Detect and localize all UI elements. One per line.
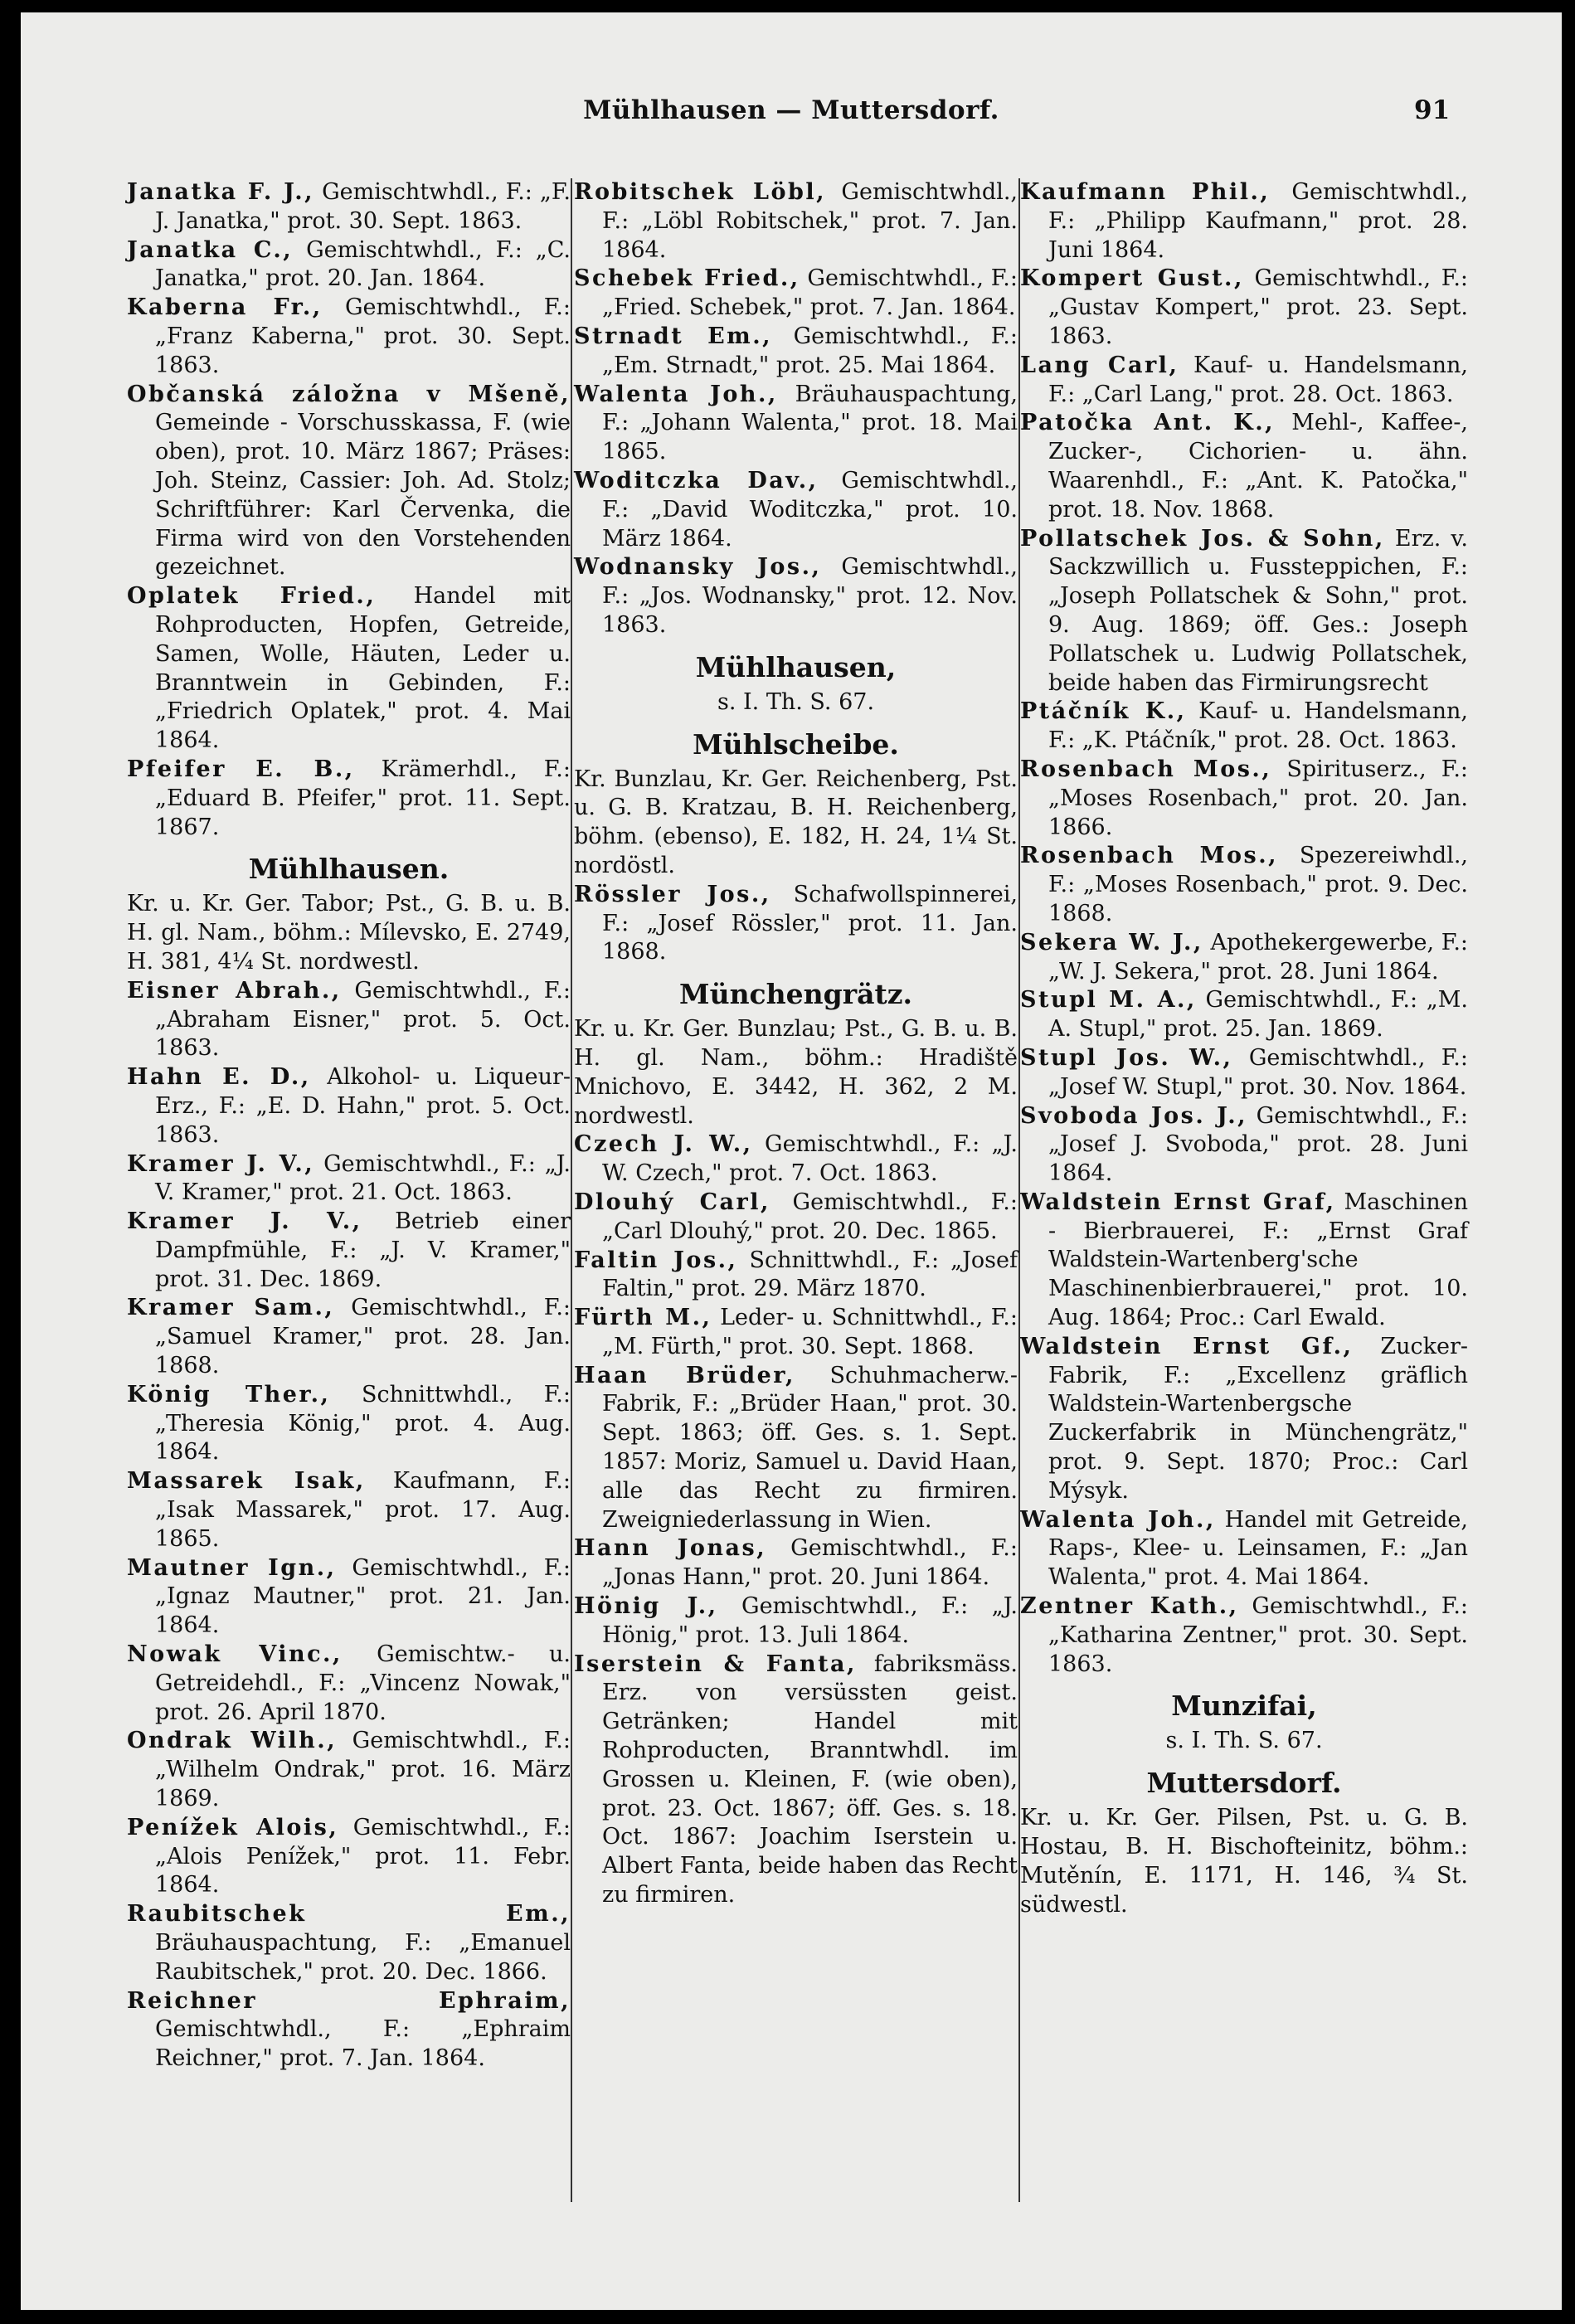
directory-entry — [574, 381, 1018, 467]
entry-name: Rosenbach Mos., — [1020, 843, 1279, 869]
entry-name: Občanská záložna v Mšeně, — [127, 381, 571, 407]
directory-entry — [127, 977, 571, 1063]
entry-name: Czech J. W., — [574, 1131, 753, 1158]
entry-text: Kauf- u. Handelsmann, F.: „Carl Lang," prot. 28. Oct. 1863. — [1048, 352, 1468, 407]
entry-name: Waldstein Ernst Graf, — [1020, 1189, 1336, 1215]
entry-text: Gemischtw.- u. Getreidehdl., F.: „Vincenz Nowak," prot. 26. April 1870. — [155, 1641, 571, 1725]
entry-name: Rössler Jos., — [574, 881, 771, 907]
entry-text: Gemischtwhdl., F.: „Ignaz Mautner," prot. 21. Jan. 1864. — [155, 1554, 571, 1639]
place-heading: Mühlscheibe. — [693, 727, 899, 761]
entry-text: Gemischtwhdl., F.: „Philipp Kaufmann," prot. 28. Juni 1864. — [1048, 179, 1468, 263]
place-heading: Mühlhausen. — [248, 853, 450, 886]
entry-name: Wodnansky Jos., — [574, 554, 822, 581]
directory-entry — [127, 1063, 571, 1150]
entry-name: Kaufmann Phil., — [1020, 179, 1271, 205]
entry-text: Gemischtwhdl., F.: „Ephraim Reichner," prot. 7. Jan. 1864. — [155, 2016, 571, 2072]
place-description: Kr. Bunzlau, Kr. Ger. Reichenberg, Pst. u. G. B. Kratzau, B. H. Reichenberg, böhm. (ebenso), E. 182, H. 24, 1¼ St. nordöstl. — [574, 766, 1018, 878]
entry-text: Gemischtwhdl., F.: „J. Hönig," prot. 13. Juli 1864. — [602, 1593, 1018, 1648]
entry-name: Walenta Joh., — [1020, 1506, 1216, 1533]
entry-text: Handel mit Rohproducten, Hopfen, Getreide, Samen, Wolle, Häuten, Leder u. Branntwein in Gebinden, F.: „Friedrich Oplatek," prot. 4. Mai 1864. — [155, 583, 571, 754]
directory-entry — [574, 881, 1018, 967]
entry-name: Massarek Isak, — [127, 1468, 366, 1495]
directory-entry — [1020, 525, 1468, 698]
entry-text: Gemischtwhdl., F.: „Josef W. Stupl," prot. 30. Nov. 1864. — [1048, 1044, 1468, 1100]
directory-entry — [574, 1247, 1018, 1305]
entry-text: Gemischtwhdl., F.: „Em. Strnadt," prot. 25. Mai 1864. — [602, 323, 1018, 378]
directory-entry — [1020, 842, 1468, 928]
entry-name: Janatka C., — [127, 236, 294, 263]
directory-entry — [127, 294, 571, 380]
entry-text: Kaufmann, F.: „Isak Massarek," prot. 17. Aug. 1865. — [155, 1468, 571, 1552]
entry-name: Ptáčník K., — [1020, 698, 1187, 725]
entry-name: Hann Jonas, — [574, 1535, 767, 1562]
entry-text: Schnittwhdl., F.: „Josef Faltin," prot. 29. März 1870. — [602, 1247, 1018, 1302]
directory-entry — [127, 1294, 571, 1380]
column-3 — [1020, 178, 1468, 1919]
entry-name: Sekera W. J., — [1020, 929, 1203, 955]
entry-name: Schebek Fried., — [574, 265, 800, 292]
entry-text: Gemischtwhdl., F.: „Jonas Hann," prot. 20. Juni 1864. — [602, 1535, 1018, 1591]
entry-text: Gemischtwhdl., F.: „Fried. Schebek," prot. 7. Jan. 1864. — [602, 265, 1018, 321]
column-2 — [574, 178, 1018, 1910]
entry-name: Hönig J., — [574, 1593, 718, 1620]
entry-text: Gemischtwhdl., F.: „Franz Kaberna," prot. 30. Sept. 1863. — [155, 294, 571, 378]
entry-name: Iserstein & Fanta, — [574, 1651, 857, 1677]
entry-name: Hahn E. D., — [127, 1064, 311, 1091]
entry-name: Oplatek Fried., — [127, 583, 377, 610]
entry-name: Svoboda Jos. J., — [1020, 1102, 1248, 1129]
entry-text: Krämerhdl., F.: „Eduard B. Pfeifer," prot. 11. Sept. 1867. — [155, 756, 571, 840]
place-reference: s. I. Th. S. 67. — [1165, 1728, 1323, 1754]
directory-entry — [127, 236, 571, 294]
entry-text: Schafwollspinnerei, F.: „Josef Rössler," prot. 11. Jan. 1868. — [602, 881, 1018, 965]
entry-text: Gemischtwhdl., F.: „Abraham Eisner," prot. 5. Oct. 1863. — [155, 977, 571, 1062]
directory-entry — [127, 381, 571, 583]
directory-entry — [1020, 1044, 1468, 1102]
entry-text: Gemischtwhdl., F.: „M. A. Stupl," prot. 25. Jan. 1869. — [1048, 987, 1468, 1043]
directory-entry — [574, 1362, 1018, 1535]
entry-name: Kramer J. V., — [127, 1150, 315, 1177]
entry-text: Schuhmacherw.-Fabrik, F.: „Brüder Haan," prot. 30. Sept. 1863; öff. Ges. s. 1. Sept. 1857: Moriz, Samuel u. David Haan, alle das Recht zu firmiren. Zweigniederlassung in Wien. — [602, 1362, 1018, 1533]
place-heading: Muttersdorf. — [1146, 1767, 1342, 1800]
entry-text: Erz. v. Sackzwillich u. Fussteppichen, F.: „Joseph Pollatschek & Sohn," prot. 9. Aug. 1869; öff. Ges.: Joseph Pollatschek u. Ludwig Pollatschek, beide haben das Firmirungsrecht — [1048, 525, 1468, 696]
entry-name: Walenta Joh., — [574, 381, 778, 407]
entry-text: Gemischtwhdl., F.: „David Woditczka," prot. 10. März 1864. — [602, 467, 1018, 552]
entry-text: Gemischtwhdl., F.: „Löbl Robitschek," prot. 7. Jan. 1864. — [602, 179, 1018, 263]
directory-entry — [127, 1467, 571, 1553]
entry-text: Gemischtwhdl., F.: „J. V. Kramer," prot. 21. Oct. 1863. — [155, 1150, 571, 1206]
directory-entry — [1020, 1333, 1468, 1506]
page-header-title: Mühlhausen — Muttersdorf. — [583, 95, 999, 125]
entry-name: Mautner Ign., — [127, 1554, 337, 1581]
place-reference: s. I. Th. S. 67. — [717, 688, 875, 715]
entry-text: Gemischtwhdl., F.: „F. J. Janatka," prot. 30. Sept. 1863. — [155, 179, 571, 234]
entry-name: Rosenbach Mos., — [1020, 756, 1272, 782]
entry-name: Kompert Gust., — [1020, 265, 1244, 292]
entry-name: Zentner Kath., — [1020, 1593, 1239, 1620]
directory-entry — [127, 1381, 571, 1467]
entry-text: Schnittwhdl., F.: „Theresia König," prot. 4. Aug. 1864. — [155, 1381, 571, 1466]
entry-name: Stupl M. A., — [1020, 987, 1197, 1014]
directory-entry — [574, 265, 1018, 323]
entry-name: Raubitschek Em., — [127, 1901, 571, 1928]
directory-entry — [127, 1641, 571, 1727]
directory-entry — [1020, 698, 1468, 756]
directory-entry — [127, 1727, 571, 1813]
entry-text: Bräuhauspachtung, F.: „Johann Walenta," prot. 18. Mai 1865. — [602, 381, 1018, 465]
entry-name: Robitschek Löbl, — [574, 179, 826, 205]
directory-entry — [1020, 178, 1468, 265]
directory-entry — [574, 178, 1018, 265]
entry-text: Apothekergewerbe, F.: „W. J. Sekera," prot. 28. Juni 1864. — [1048, 929, 1468, 985]
entry-name: Eisner Abrah., — [127, 977, 342, 1004]
entry-text: Gemischtwhdl., F.: „Samuel Kramer," prot. 28. Jan. 1868. — [155, 1295, 571, 1379]
place-description: Kr. u. Kr. Ger. Bunzlau; Pst., G. B. u. B. H. gl. Nam., böhm.: Hradiště Mnichovo, E. 3442, H. 362, 2 M. nordwestl. — [574, 1016, 1018, 1129]
entry-text: Gemischtwhdl., F.: „J. W. Czech," prot. 7. Oct. 1863. — [602, 1131, 1018, 1187]
place-heading: Munzifai, — [1171, 1690, 1317, 1723]
entry-text: Gemischtwhdl., F.: „Gustav Kompert," prot. 23. Sept. 1863. — [1048, 265, 1468, 349]
entry-name: Reichner Ephraim, — [127, 1987, 571, 2014]
entry-text: Gemischtwhdl., F.: „C. Janatka," prot. 20. Jan. 1864. — [155, 236, 571, 292]
entry-name: Penížek Alois, — [127, 1814, 339, 1840]
directory-entry — [127, 582, 571, 756]
entry-text: Kauf- u. Handelsmann, F.: „K. Ptáčník," prot. 28. Oct. 1863. — [1048, 698, 1468, 754]
place-heading: Mühlhausen, — [695, 650, 897, 683]
place-heading: Münchengrätz. — [679, 978, 912, 1011]
directory-entry — [574, 1534, 1018, 1592]
entry-name: Lang Carl, — [1020, 352, 1179, 378]
directory-entry — [127, 1987, 571, 2074]
directory-entry — [1020, 1102, 1468, 1189]
entry-name: Patočka Ant. K., — [1020, 410, 1276, 436]
directory-entry — [1020, 756, 1468, 842]
directory-entry — [574, 1651, 1018, 1910]
column-1 — [127, 178, 571, 2074]
entry-text: Gemischtwhdl., F.: „Wilhelm Ondrak," prot. 16. März 1869. — [155, 1728, 571, 1812]
entry-text: Gemischtwhdl., F.: „Katharina Zentner," prot. 30. Sept. 1863. — [1048, 1593, 1468, 1677]
entry-text: Gemischtwhdl., F.: „Carl Dlouhý," prot. 20. Dec. 1865. — [602, 1189, 1018, 1244]
directory-entry — [1020, 1592, 1468, 1679]
entry-text: Gemischtwhdl., F.: „Josef J. Svoboda," prot. 28. Juni 1864. — [1048, 1102, 1468, 1187]
directory-entry — [127, 1554, 571, 1641]
directory-entry — [1020, 352, 1468, 410]
entry-name: Janatka F. J., — [127, 179, 315, 205]
page — [21, 12, 1562, 2310]
entry-name: Kaberna Fr., — [127, 294, 323, 321]
entry-text: Handel mit Getreide, Raps-, Klee- u. Leinsamen, F.: „Jan Walenta," prot. 4. Mai 1864. — [1048, 1506, 1468, 1591]
directory-entry — [574, 467, 1018, 553]
directory-entry — [574, 553, 1018, 639]
entry-name: Pollatschek Jos. & Sohn, — [1020, 525, 1385, 552]
directory-entry — [574, 1592, 1018, 1651]
entry-text: Zucker-Fabrik, F.: „Excellenz gräflich Waldstein-Wartenbergsche Zuckerfabrik in Münchengrätz," prot. 9. Sept. 1870; Proc.: Carl Mýsyk. — [1048, 1333, 1468, 1504]
directory-entry — [127, 1208, 571, 1294]
directory-entry — [1020, 986, 1468, 1044]
entry-text: Spezereiwhdl., F.: „Moses Rosenbach," prot. 9. Dec. 1868. — [1048, 843, 1469, 926]
entry-text: Gemischtwhdl., F.: „Jos. Wodnansky," prot. 12. Nov. 1863. — [602, 554, 1018, 638]
entry-name: Dlouhý Carl, — [574, 1189, 770, 1215]
entry-text: Spirituserz., F.: „Moses Rosenbach," prot. 20. Jan. 1866. — [1048, 756, 1468, 840]
entry-text: Gemischtwhdl., F.: „Alois Penížek," prot. 11. Febr. 1864. — [155, 1814, 571, 1899]
entry-name: Strnadt Em., — [574, 323, 773, 349]
column-divider — [571, 178, 572, 2202]
page-number: 91 — [1414, 95, 1451, 125]
entry-text: Gemeinde - Vorschusskassa, F. (wie oben), prot. 10. März 1867; Präses: Joh. Steinz, Cassier: Joh. Ad. Stolz; Schriftführer: Karl Červenka, die Firma wird von den Vorstehenden gezeichnet. — [155, 410, 571, 581]
directory-entry — [1020, 409, 1468, 524]
entry-name: König Ther., — [127, 1381, 331, 1408]
directory-entry — [127, 1900, 571, 1986]
place-description: Kr. u. Kr. Ger. Tabor; Pst., G. B. u. B. H. gl. Nam., böhm.: Mílevsko, E. 2749, H. 381, 4¼ St. nordwestl. — [127, 891, 571, 975]
entry-text: Alkohol- u. Liqueur-Erz., F.: „E. D. Hahn," prot. 5. Oct. 1863. — [155, 1064, 571, 1148]
directory-entry — [1020, 1189, 1468, 1333]
directory-entry — [1020, 1506, 1468, 1592]
entry-text: fabriksmäss. Erz. von versüssten geist. Getränken; Handel mit Rohproducten, Branntwhdl. im Grossen u. Kleinen, F. (wie oben), prot. 23. Oct. 1867; öff. Ges. s. 18. Oct. 1867: Joachim Iserstein u. Albert Fanta, beide haben das Recht zu firmiren. — [602, 1651, 1018, 1908]
place-description: Kr. u. Kr. Ger. Pilsen, Pst. u. G. B. Hostau, B. H. Bischofteinitz, böhm.: Mutěnín, E. 1171, H. 146, ¾ St. südwestl. — [1020, 1805, 1468, 1918]
entry-name: Faltin Jos., — [574, 1247, 738, 1273]
directory-entry — [1020, 929, 1468, 987]
directory-entry — [574, 1130, 1018, 1189]
directory-entry — [127, 1814, 571, 1900]
entry-name: Kramer Sam., — [127, 1295, 335, 1321]
directory-entry — [574, 323, 1018, 381]
entry-name: Woditczka Dav., — [574, 467, 819, 493]
entry-text: Maschinen - Bierbrauerei, F.: „Ernst Graf Waldstein-Wartenberg'sche Maschinenbierbrauerei," prot. 10. Aug. 1864; Proc.: Carl Ewald. — [1048, 1189, 1468, 1331]
entry-name: Waldstein Ernst Gf., — [1020, 1333, 1354, 1359]
entry-name: Fürth M., — [574, 1305, 712, 1331]
directory-entry — [1020, 265, 1468, 351]
entry-text: Leder- u. Schnittwhdl., F.: „M. Fürth," prot. 30. Sept. 1868. — [602, 1305, 1018, 1359]
directory-entry — [127, 178, 571, 236]
entry-text: Mehl-, Kaffee-, Zucker-, Cichorien- u. ähn. Waarenhdl., F.: „Ant. K. Patočka," prot. 18. Nov. 1868. — [1048, 410, 1468, 523]
entry-name: Kramer J. V., — [127, 1208, 362, 1235]
entry-name: Nowak Vinc., — [127, 1641, 343, 1668]
directory-entry — [127, 1150, 571, 1208]
directory-entry — [127, 756, 571, 842]
entry-name: Haan Brüder, — [574, 1362, 795, 1388]
entry-text: Betrieb einer Dampfmühle, F.: „J. V. Kramer," prot. 31. Dec. 1869. — [155, 1208, 571, 1292]
directory-entry — [574, 1189, 1018, 1247]
entry-text: Bräuhauspachtung, F.: „Emanuel Raubitschek," prot. 20. Dec. 1866. — [155, 1930, 571, 1985]
directory-entry — [574, 1304, 1018, 1362]
entry-name: Stupl Jos. W., — [1020, 1044, 1233, 1071]
entry-name: Pfeifer E. B., — [127, 756, 355, 782]
entry-name: Ondrak Wilh., — [127, 1728, 338, 1754]
